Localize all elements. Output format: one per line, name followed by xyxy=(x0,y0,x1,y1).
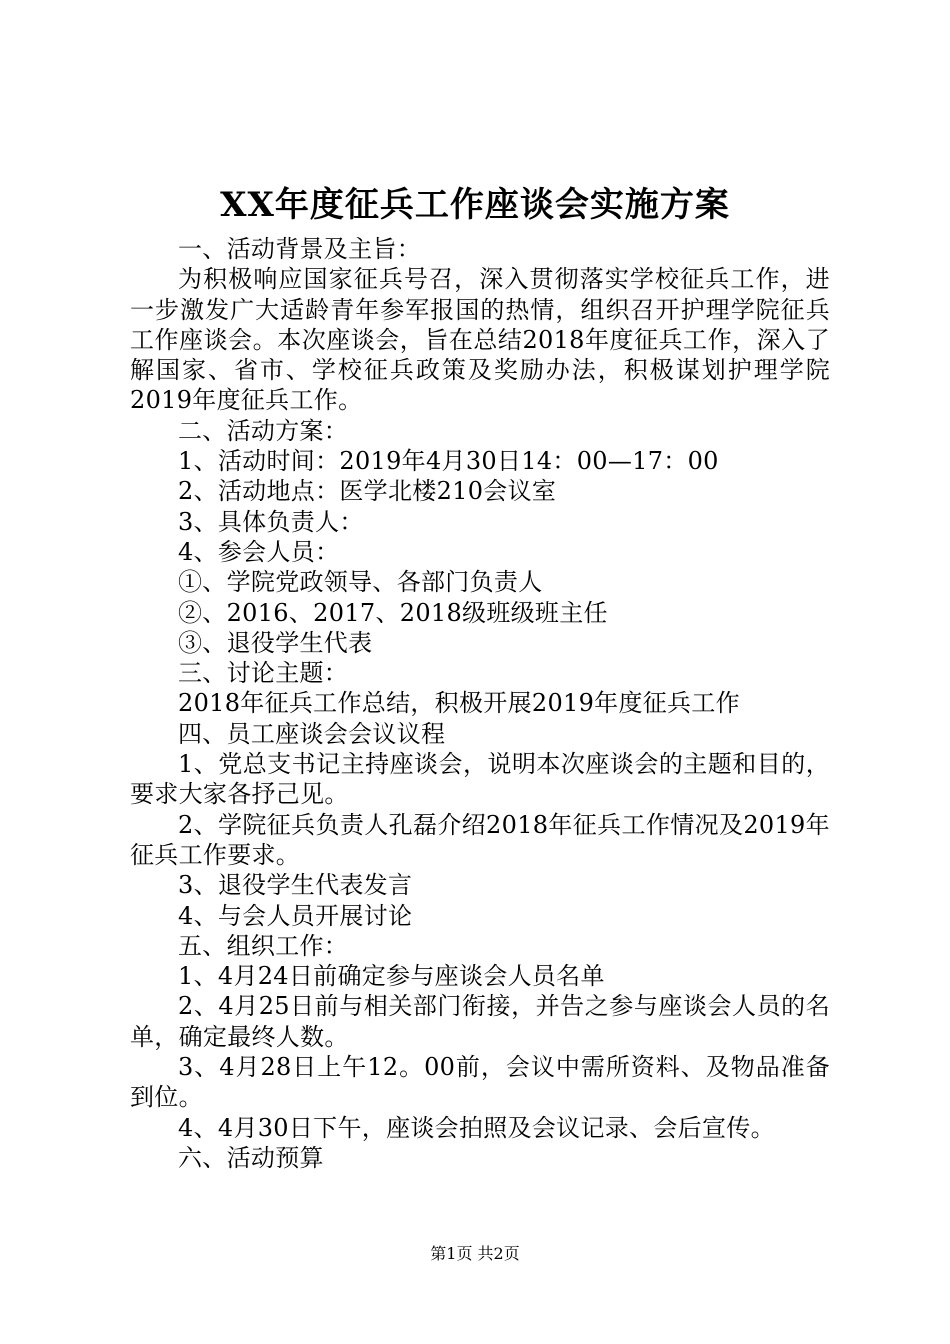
section-heading-budget: 六、活动预算 xyxy=(178,1143,324,1172)
section-heading-background: 一、活动背景及主旨： xyxy=(178,235,421,263)
section-heading-topic: 三、讨论主题： xyxy=(178,659,349,688)
plan-item-attendees: 4、参会人员： xyxy=(178,537,340,566)
section-heading-plan: 二、活动方案： xyxy=(178,416,349,445)
organization-item-4: 4、4月30日下午，座谈会拍照及会议记录、会后宣传。 xyxy=(178,1113,775,1142)
topic-paragraph: 2018年征兵工作总结，积极开展2019年度征兵工作 xyxy=(178,689,740,718)
section-heading-agenda: 四、员工座谈会会议议程 xyxy=(178,719,446,748)
plan-item-time: 1、活动时间：2019年4月30日14：00—17：00 xyxy=(178,447,719,476)
organization-item-2: 2、4月25日前与相关部门衔接，并告之参与座谈会人员的名单，确定最终人数。 xyxy=(130,992,830,1051)
organization-item-3: 3、4月28日上午12。00前，会议中需所资料、及物品准备到位。 xyxy=(130,1053,830,1112)
agenda-item-4: 4、与会人员开展讨论 xyxy=(178,901,413,930)
agenda-item-3: 3、退役学生代表发言 xyxy=(178,871,413,900)
document-body xyxy=(130,234,830,1173)
agenda-item-2: 2、学院征兵负责人孔磊介绍2018年征兵工作情况及2019年征兵工作要求。 xyxy=(130,810,830,869)
plan-item-responsible: 3、具体负责人： xyxy=(178,507,364,536)
organization-item-1: 1、4月24日前确定参与座谈会人员名单 xyxy=(178,962,605,991)
page-number-footer: 第1页 共2页 xyxy=(430,1244,520,1263)
background-paragraph: 为积极响应国家征兵号召，深入贯彻落实学校征兵工作，进一步激发广大适龄青年参军报国的热情，组织召开护理学院征兵工作座谈会。本次座谈会，旨在总结2018年度征兵工作，深入了解国家、省市、学校征兵政策及奖励办法，积极谋划护理学院2019年度征兵工作。 xyxy=(130,265,830,415)
attendee-item-leaders: ①、学院党政领导、各部门负责人 xyxy=(178,568,543,597)
section-heading-organization: 五、组织工作： xyxy=(178,931,349,960)
agenda-item-1: 1、党总支书记主持座谈会，说明本次座谈会的主题和目的，要求大家各抒己见。 xyxy=(130,750,830,809)
document-title: XX年度征兵工作座谈会实施方案 xyxy=(220,185,730,225)
attendee-item-veterans: ③、退役学生代表 xyxy=(178,628,373,657)
attendee-item-class-teachers: ②、2016、2017、2018级班级班主任 xyxy=(178,598,608,627)
plan-item-location: 2、活动地点：医学北楼210会议室 xyxy=(178,477,557,506)
